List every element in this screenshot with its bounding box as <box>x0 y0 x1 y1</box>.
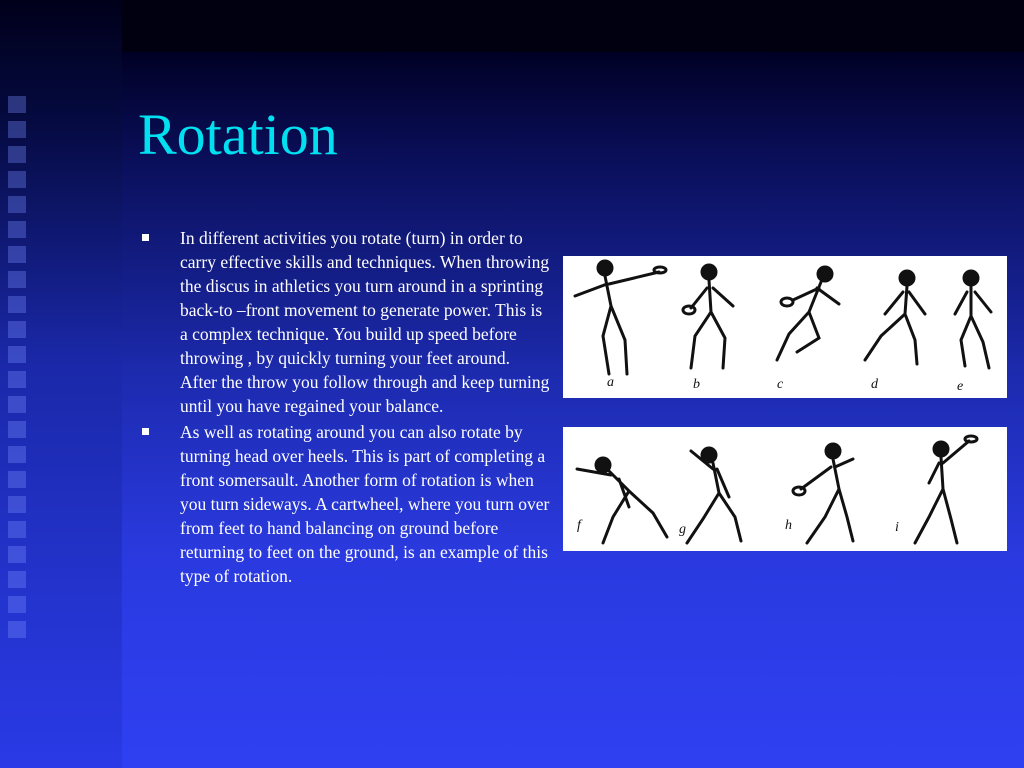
bullet-item-2 <box>140 420 550 588</box>
square-bullet-icon <box>142 428 149 435</box>
figure-label-i: i <box>895 520 899 535</box>
left-decorative-strip <box>0 0 122 768</box>
thrower-figure-a <box>575 261 666 374</box>
discus-figures-bottom <box>563 427 1007 551</box>
thrower-figure-b <box>683 265 733 368</box>
figure-label-g: g <box>679 522 686 537</box>
discus-sequence-image-bottom <box>563 427 1007 551</box>
figure-label-b: b <box>693 377 700 392</box>
bullet-list <box>140 226 550 590</box>
discus-sequence-image-top <box>563 256 1007 398</box>
thrower-figure-e <box>955 271 991 368</box>
square-bullet-icon <box>142 234 149 241</box>
figure-label-a: a <box>607 375 614 390</box>
discus-figures-top <box>563 256 1007 398</box>
thrower-figure-h <box>793 444 853 543</box>
bullet-text-2: As well as rotating around you can also rotate by turning head over heels. This is part of completing a front somersault. Another form of rotation is when you turn sideways. A cartwheel, where you turn over from feet to hand balancing on ground before returning to feet on the ground, is an example of this type of rotation. <box>180 422 550 586</box>
thrower-figure-d <box>865 271 925 364</box>
figure-label-h: h <box>785 518 792 533</box>
decorative-squares <box>8 96 26 646</box>
bullet-item-1 <box>140 226 550 418</box>
thrower-figure-f <box>577 458 667 543</box>
figure-label-e: e <box>957 379 964 394</box>
bullet-text-1: In different activities you rotate (turn) in order to carry effective skills and techniques. When throwing the discus in athletics you turn around in a sprinting back-to –front movement to generate power. This is a complex technique. You build up speed before throwing , by quickly turning your feet around. After the throw you follow through and keep turning until you have regained your balance. <box>180 228 550 416</box>
thrower-figure-i <box>915 436 977 543</box>
figure-label-d: d <box>871 377 878 392</box>
thrower-figure-g <box>687 448 741 543</box>
figure-label-c: c <box>777 377 784 392</box>
slide-title: Rotation <box>138 102 338 167</box>
thrower-figure-c <box>777 267 839 360</box>
top-band <box>122 0 1024 52</box>
figure-label-f: f <box>577 518 581 533</box>
